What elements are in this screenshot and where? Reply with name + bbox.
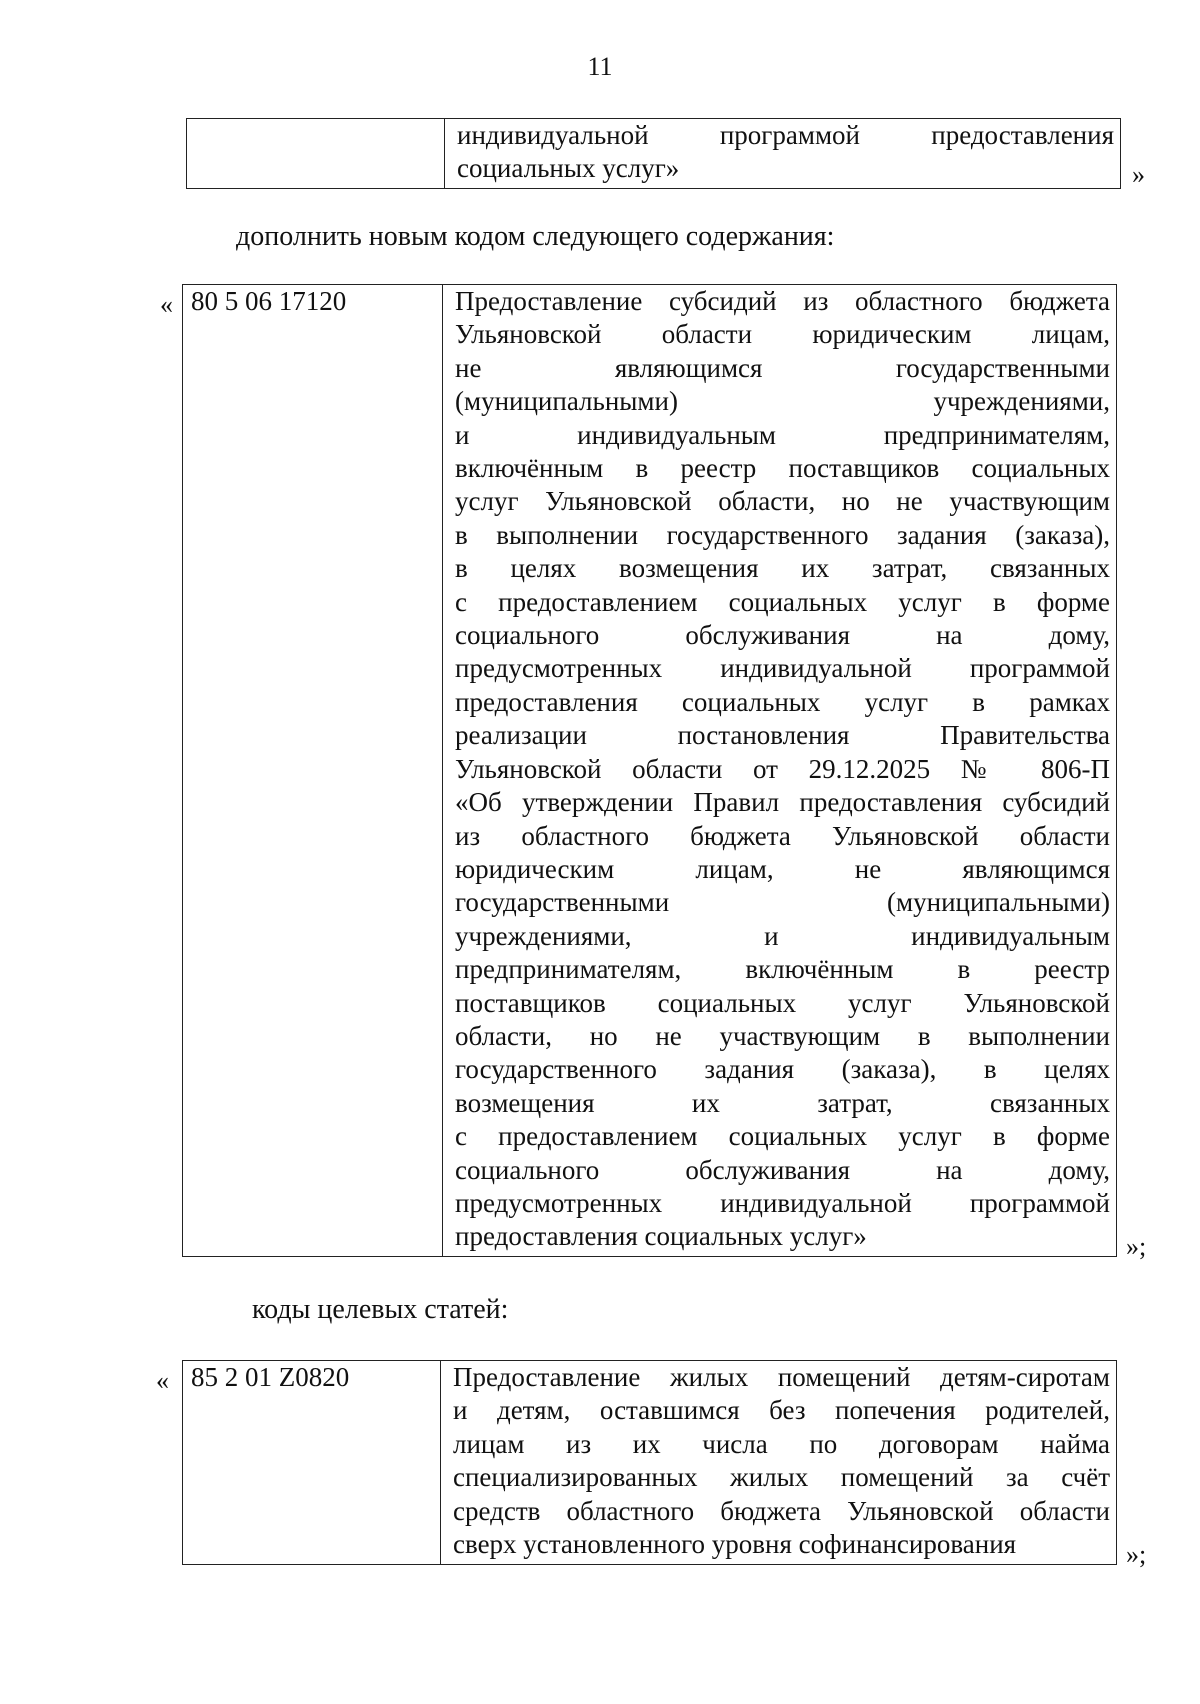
code-cell <box>187 119 445 189</box>
description-line: «Об утверждении Правил предоставления субсидий <box>455 787 1110 818</box>
description-line: предусмотренных индивидуальной программой <box>455 1187 1110 1218</box>
paragraph-add-code: дополнить новым кодом следующего содержания: <box>236 221 835 252</box>
description-line: социальных услуг» <box>457 153 680 184</box>
description-line: услуг Ульяновской области, но не участвующим <box>455 486 1110 517</box>
description-line: в целях возмещения их затрат, связанных <box>455 553 1110 584</box>
closing-quote: »; <box>1126 1540 1147 1569</box>
description-line: сверх установленного уровня софинансирования <box>453 1529 1017 1560</box>
description-line: государственными (муниципальными) <box>455 887 1110 918</box>
description-line: возмещения их затрат, связанных <box>455 1087 1110 1118</box>
table-code-85-2-01-z0820 <box>182 1360 1117 1565</box>
code-cell: 80 5 06 17120 <box>183 285 443 1257</box>
description-line: Ульяновской области от 29.12.2025 № 806-П <box>455 753 1110 784</box>
table-continuation <box>186 118 1121 189</box>
description-line: и индивидуальным предпринимателям, <box>455 419 1110 450</box>
description-line: индивидуальной программой предоставления <box>457 120 1114 150</box>
description-line: Предоставление жилых помещений детям-сиротам <box>453 1362 1110 1392</box>
description-line: с предоставлением социальных услуг в форме <box>455 586 1110 617</box>
description-cell <box>443 285 1117 1257</box>
description-line: социального обслуживания на дому, <box>455 620 1110 651</box>
description-line: предоставления социальных услуг» <box>455 1221 867 1252</box>
description-line: не являющимся государственными <box>455 352 1110 383</box>
table-code-80-5-06-17120 <box>182 284 1117 1257</box>
description-line: Ульяновской области юридическим лицам, <box>455 319 1110 350</box>
description-line: поставщиков социальных услуг Ульяновской <box>455 987 1110 1018</box>
description-line: в выполнении государственного задания (заказа), <box>455 519 1110 550</box>
paragraph-target-codes: коды целевых статей: <box>252 1294 509 1325</box>
closing-quote: » <box>1132 160 1145 189</box>
description-line: социального обслуживания на дому, <box>455 1154 1110 1185</box>
description-line: с предоставлением социальных услуг в форме <box>455 1121 1110 1152</box>
description-line: из областного бюджета Ульяновской области <box>455 820 1110 851</box>
description-cell <box>445 119 1121 189</box>
description-cell <box>441 1361 1117 1565</box>
description-line: специализированных жилых помещений за счёт <box>453 1462 1110 1493</box>
description-line: средств областного бюджета Ульяновской области <box>453 1495 1110 1526</box>
description-line: юридическим лицам, не являющимся <box>455 853 1110 884</box>
description-line: учреждениями, и индивидуальным <box>455 920 1110 951</box>
description-line: включённым в реестр поставщиков социальных <box>455 453 1110 484</box>
closing-quote: »; <box>1126 1232 1147 1261</box>
description-line: лицам из их числа по договорам найма <box>453 1428 1110 1459</box>
description-line: области, но не участвующим в выполнении <box>455 1020 1110 1051</box>
description-line: и детям, оставшимся без попечения родителей, <box>453 1395 1110 1426</box>
description-line: реализации постановления Правительства <box>455 720 1110 751</box>
description-line: предоставления социальных услуг в рамках <box>455 686 1110 717</box>
description-line: Предоставление субсидий из областного бюджета <box>455 286 1110 316</box>
opening-quote: « <box>156 1366 169 1395</box>
description-line: предусмотренных индивидуальной программой <box>455 653 1110 684</box>
description-line: предпринимателям, включённым в реестр <box>455 954 1110 985</box>
description-line: государственного задания (заказа), в целях <box>455 1054 1110 1085</box>
code-cell: 85 2 01 Z0820 <box>183 1361 441 1565</box>
opening-quote: « <box>160 290 173 319</box>
page-number: 11 <box>587 52 613 81</box>
description-line: (муниципальными) учреждениями, <box>455 386 1110 417</box>
